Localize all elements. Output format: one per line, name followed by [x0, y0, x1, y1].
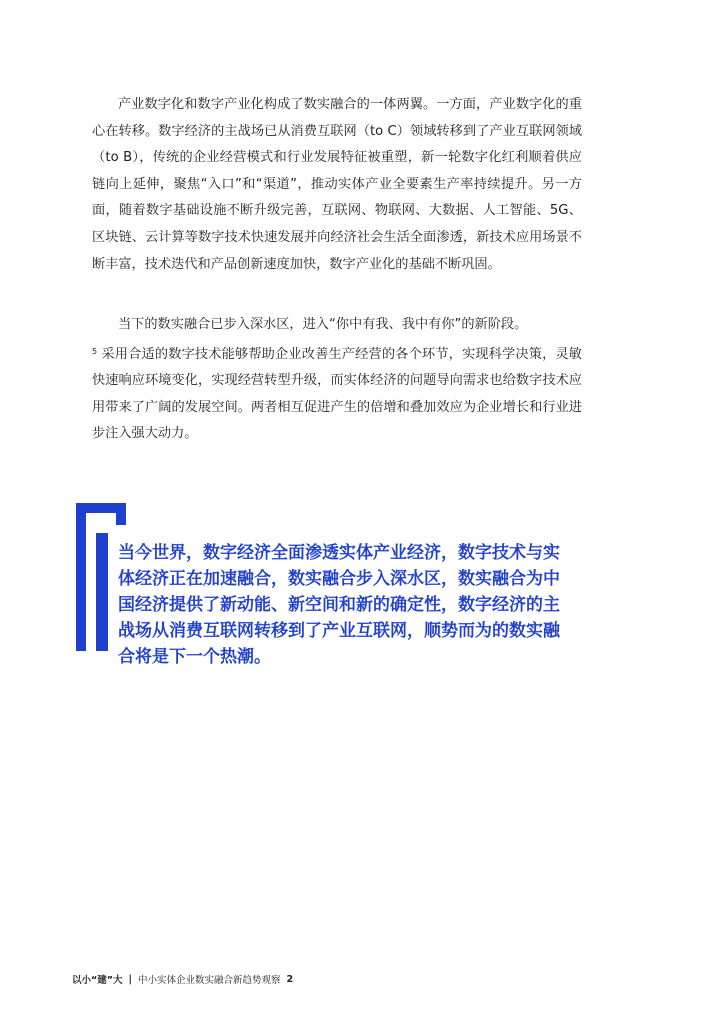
paragraph-2-lead: 当下的数实融合已步入深水区，进入“你中有我、我中有你”的新阶段。 — [118, 317, 528, 332]
paragraph-2-rest: 采用合适的数字技术能够帮助企业改善生产经营的各个环节，实现科学决策，灵敏快速响应环境变化，实现经营转型升级，而实体经济的问题导向需求也给数字技术应用带来了广阔的发展空间。两者相互促进产生的倍增和叠加效应为企业增长和行业进步注入强大动力。 — [92, 346, 582, 442]
footer-separator: | — [128, 973, 132, 985]
body-paragraph-1: 产业数字化和数字产业化构成了数实融合的一体两翼。一方面，产业数字化的重心在转移。数字经济的主战场已从消费互联网（to C）领域转移到了产业互联网领域（to B），传统的企业经营模式和行业发展特征被重塑，新一轮数字化红利顺着供应链向上延伸，聚焦“入口”和“渠道”，推动实体产业全要素生产率持续提升。另一方面，随着数字基础设施不断升级完善，互联网、物联网、大数据、人工智能、5G、区块链、云计算等数字技术快速发展并向经济社会生活全面渗透，新技术应用场景不断丰富，技术迭代和产品创新速度加快，数字产业化的基础不断巩固。 — [92, 97, 582, 272]
body-paragraph-2 — [92, 312, 582, 448]
page-footer — [72, 972, 293, 986]
page-number: 2 — [286, 973, 294, 985]
footer-report-title: 中小实体企业数实融合新趋势观察 — [137, 975, 281, 986]
footnote-reference[interactable]: 5 — [92, 346, 98, 356]
footer-brand: 以小“建”大 — [72, 975, 123, 986]
pull-quote: 当今世界，数字经济全面渗透实体产业经济，数字技术与实体经济正在加速融合，数实融合步入深水区，数实融合为中国经济提供了新动能、新空间和新的确定性，数字经济的主战场从消费互联网转移到了产业互联网，顺势而为的数实融合将是下一个热潮。 — [118, 543, 560, 667]
